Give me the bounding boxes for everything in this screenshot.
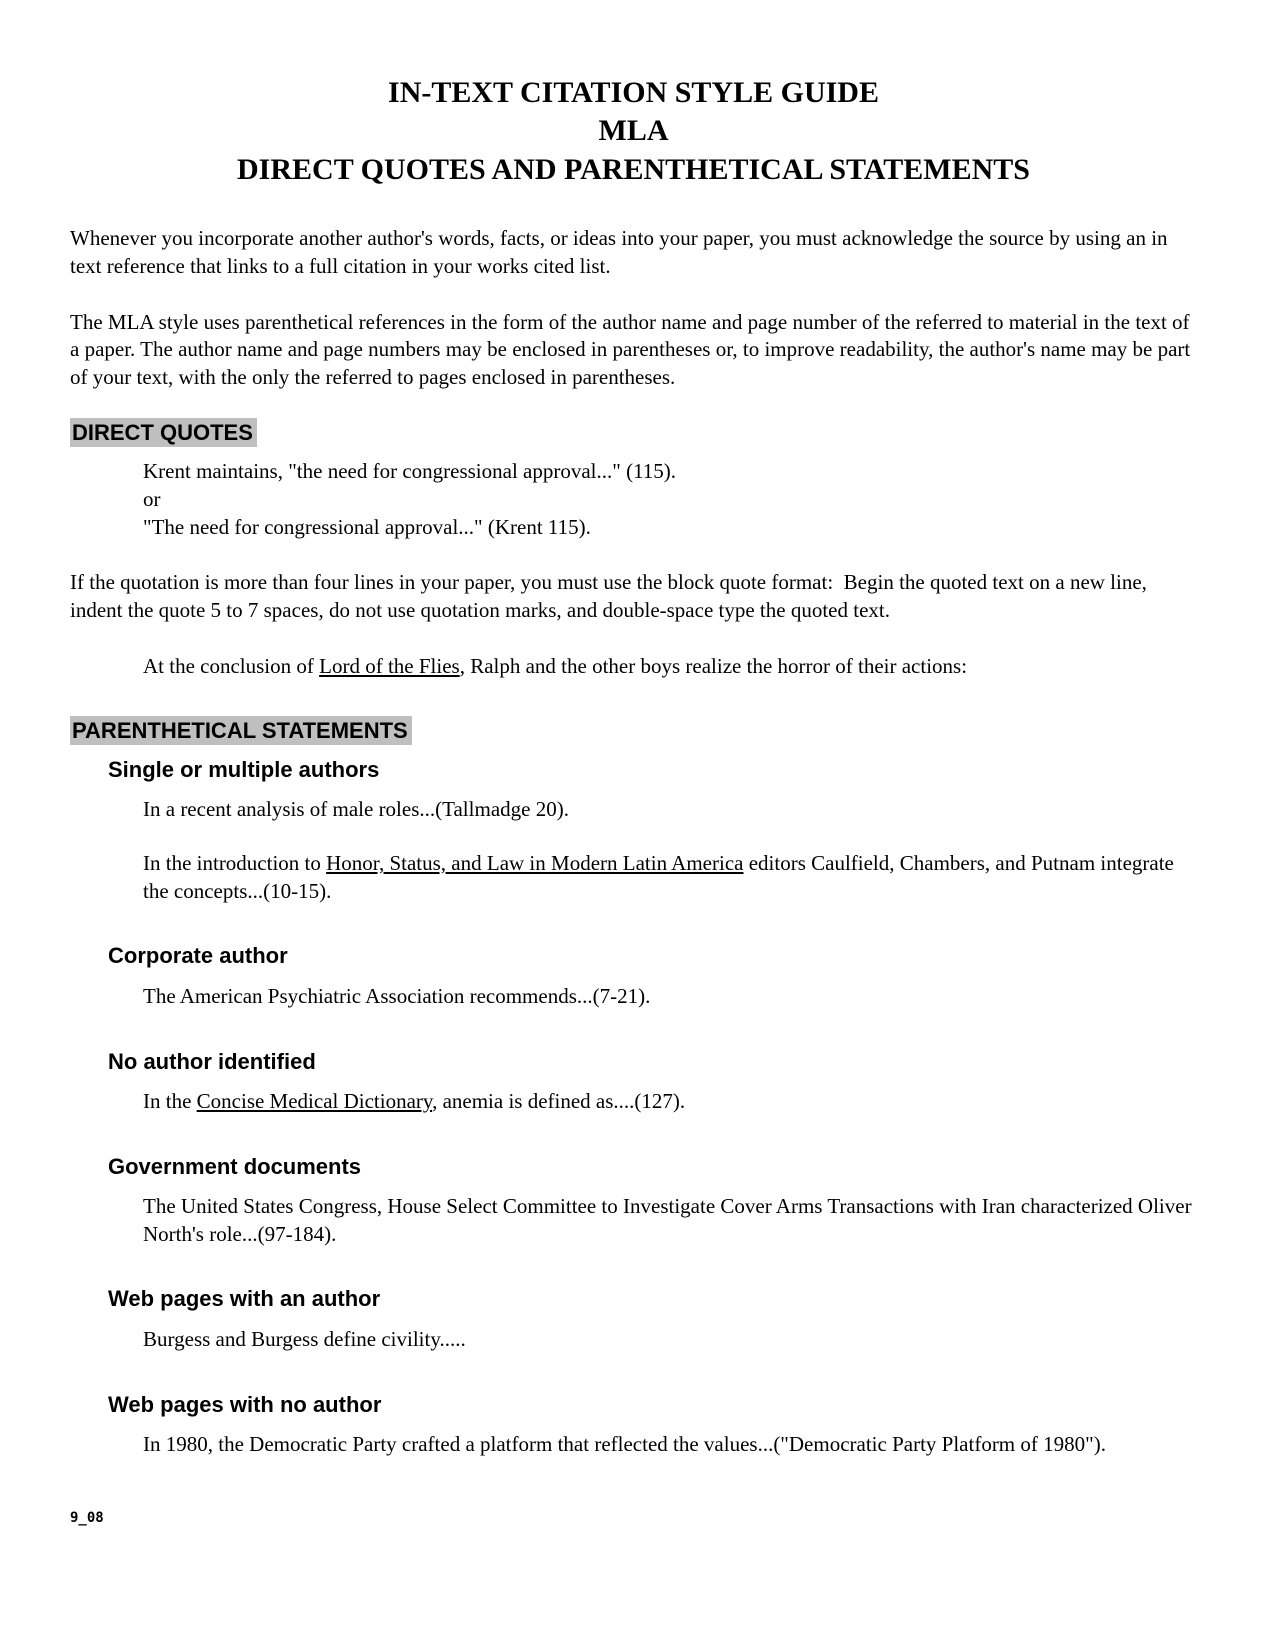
document-title [70,74,1197,189]
direct-quote-example-1: Krent maintains, "the need for congressional approval..." (115). [143,459,677,484]
block-quote-example-line [143,653,1197,681]
direct-quotes-examples [143,458,1197,541]
subheading-web-pages-no-author: Web pages with no author [108,1391,382,1417]
subheading-single-or-multiple-authors: Single or multiple authors [108,756,380,782]
direct-quote-or-label: or [143,486,161,511]
no-author-dictionary-title: Concise Medical Dictionary [196,1088,433,1113]
subheading-no-author-identified: No author identified [108,1048,316,1074]
section-heading-parenthetical-statements [70,718,1197,744]
title-line-1: IN-TEXT CITATION STYLE GUIDE [388,76,879,109]
example-web-pages-with-author: Burgess and Burgess define civility..... [143,1326,466,1351]
example-corporate-author: The American Psychiatric Association recommends...(7-21). [143,983,651,1008]
no-author-suffix: , anemia is defined as....(127). [432,1088,686,1113]
no-author-prefix: In the [143,1088,197,1113]
parenthetical-heading-highlight: PARENTHETICAL STATEMENTS [70,716,412,745]
subheading-government-documents: Government documents [108,1153,362,1179]
example-no-author [143,1088,1197,1116]
title-line-3: DIRECT QUOTES AND PARENTHETICAL STATEMENTS [237,152,1030,186]
block-quote-example [143,653,1197,681]
subheading-web-pages-with-author: Web pages with an author [108,1286,381,1312]
direct-quotes-heading-highlight: DIRECT QUOTES [70,418,257,447]
example-2-prefix: In the introduction to [143,850,327,875]
example-2-book-title: Honor, Status, and Law in Modern Latin America [326,850,744,875]
block-example-suffix: , Ralph and the other boys realize the horror of their actions: [459,653,968,678]
example-2-suffix: editors Caulfield, Chambers, and Putnam integrate the concepts...(10-15). [143,850,1174,903]
example-single-authors-2 [143,850,1197,905]
title-line-2: MLA [598,114,669,148]
block-example-book-title: Lord of the Flies [319,653,460,678]
footer-revision-code: 9_08 [70,1510,104,1526]
subheading-corporate-author: Corporate author [108,943,288,969]
block-quote-rule-paragraph: If the quotation is more than four lines in your paper, you must use the block quote format: Begin the quoted text on a new line, indent the quote 5 to 7 spaces, do not use quotation marks, and double-space type the quoted text. [70,570,1153,623]
intro-paragraph-1: Whenever you incorporate another author's words, facts, or ideas into your paper, you must acknowledge the source by using an in text reference that links to a full citation in your works cited list. [70,226,1173,278]
block-example-prefix: At the conclusion of [143,653,320,678]
intro-paragraph-2: The MLA style uses parenthetical references in the form of the author name and page number of the referred to material in the text of a paper. The author name and page numbers may be enclosed in parentheses or, to improve readability, the author's name may be part of your text, with the only the referred to pages enclosed in parentheses. [70,309,1196,390]
example-web-pages-no-author: In 1980, the Democratic Party crafted a platform that reflected the values...("Democratic Party Platform of 1980"). [143,1431,1106,1456]
direct-quote-example-2: "The need for congressional approval..." (Krent 115). [143,514,591,539]
section-heading-direct-quotes [70,420,1197,446]
example-government-documents: The United States Congress, House Select Committee to Investigate Cover Arms Transactions with Iran characterized Oliver North's role...(97-184). [143,1194,1192,1246]
example-single-authors-1: In a recent analysis of male roles...(Tallmadge 20). [143,797,569,822]
